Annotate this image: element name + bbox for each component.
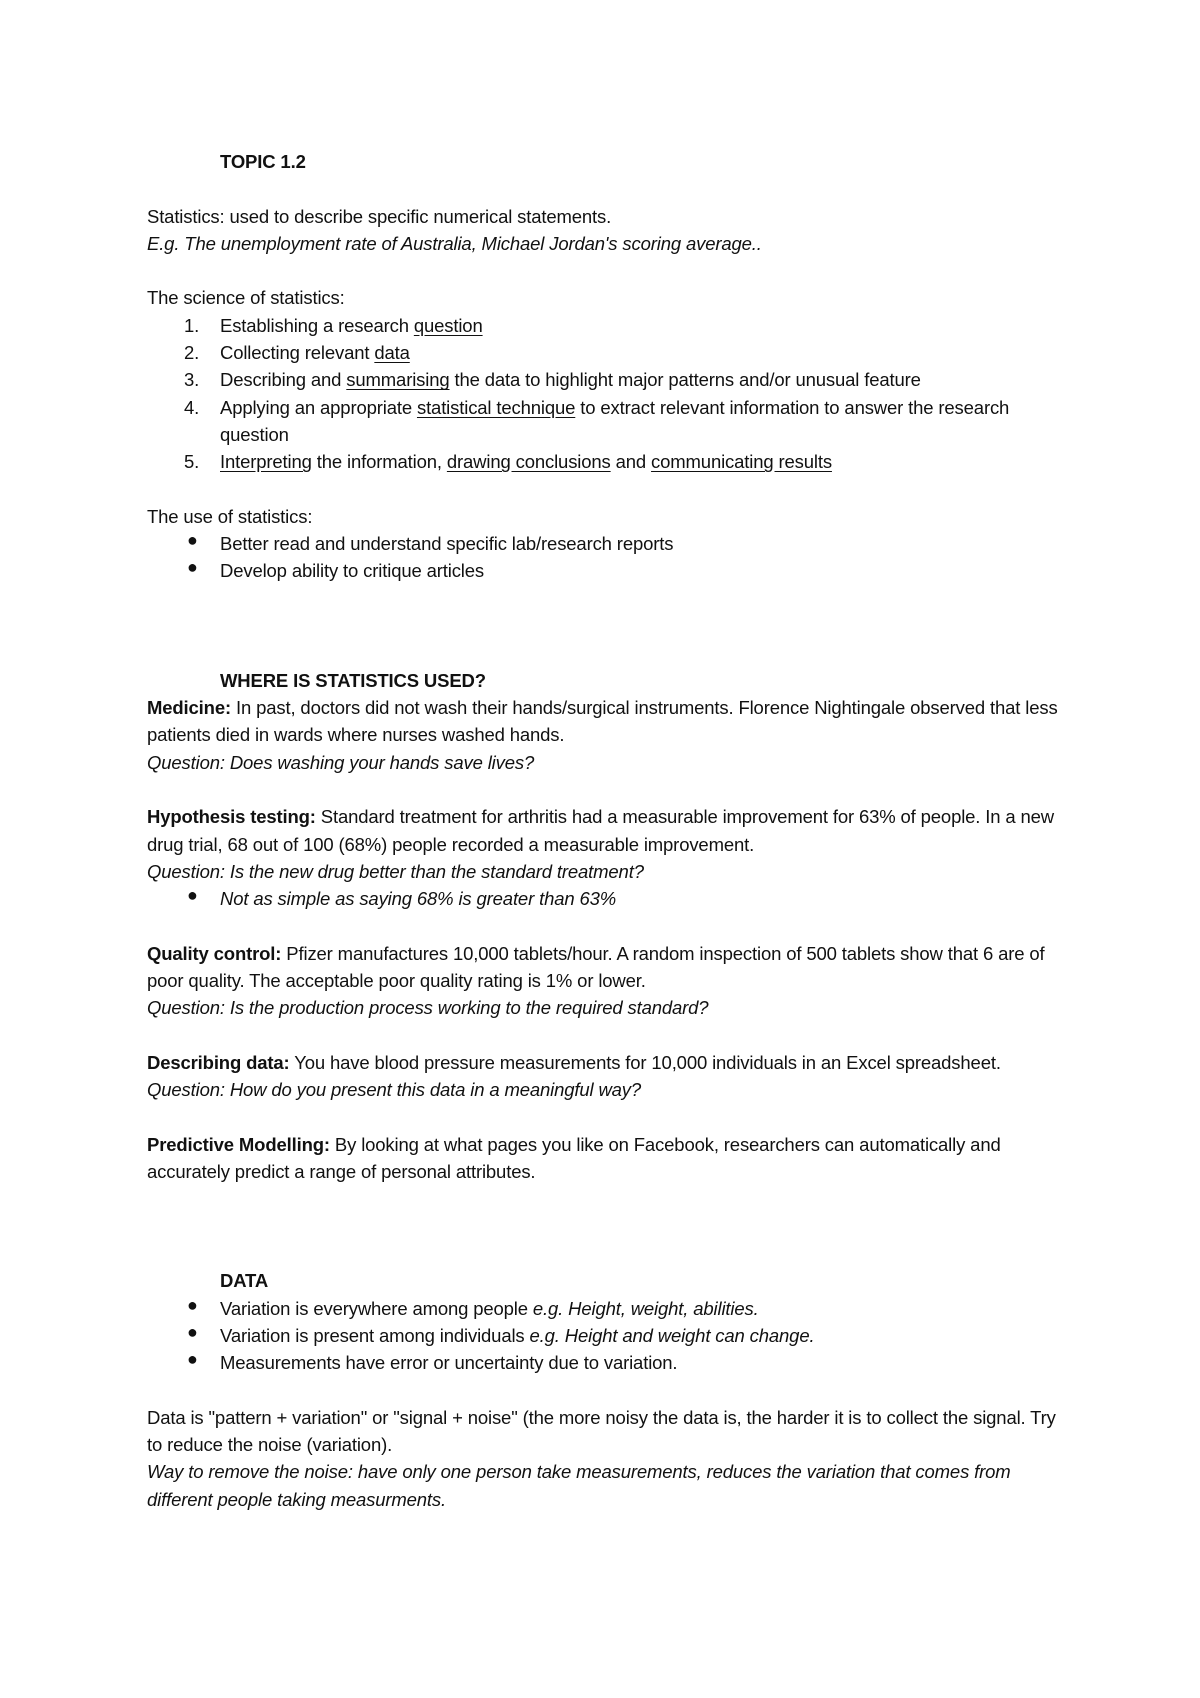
quality-question: Question: Is the production process working to the required standard?: [147, 997, 709, 1019]
hypothesis-paragraph: Hypothesis testing: Standard treatment for arthritis had a measurable improvement for 63% of people. In a new drug trial, 68 out of 100 (68%) people recorded a measurable improvement.: [147, 806, 1055, 855]
statistics-example: E.g. The unemployment rate of Australia, Michael Jordan's scoring average..: [147, 232, 762, 254]
list-number: 4.: [184, 396, 200, 418]
science-heading: The science of statistics:: [147, 287, 345, 309]
bullet-icon: ●: [187, 530, 198, 551]
hypothesis-list: [147, 885, 1067, 912]
science-item: 5. Interpreting the information, drawing conclusions and communicating results: [147, 448, 1067, 475]
science-item: 1. Establishing a research question: [147, 312, 1067, 339]
science-list: [147, 312, 1067, 476]
describing-question: Question: How do you present this data in a meaningful way?: [147, 1079, 642, 1101]
document-title: TOPIC 1.2: [220, 151, 306, 172]
list-number: 5.: [184, 451, 200, 473]
science-item: 2. Collecting relevant data: [147, 339, 1067, 366]
use-item: ● Better read and understand specific lab/research reports: [147, 530, 1067, 557]
list-number: 3.: [184, 369, 200, 391]
use-item: ● Develop ability to critique articles: [147, 557, 1067, 584]
bullet-icon: ●: [187, 885, 198, 906]
data-list: [147, 1295, 1067, 1377]
statistics-definition: Statistics: used to describe specific numerical statements.: [147, 205, 612, 227]
data-italic-note: Way to remove the noise: have only one person take measurements, reduces the variation that comes from different people taking measurments.: [147, 1461, 1011, 1510]
data-paragraph: Data is "pattern + variation" or "signal + noise" (the more noisy the data is, the harder it is to collect the signal. Try to reduce the noise (variation).: [147, 1406, 1056, 1456]
use-heading: The use of statistics:: [147, 505, 313, 527]
data-item: ● Variation is present among individuals e.g. Height and weight can change.: [147, 1322, 1067, 1349]
data-item: ● Measurements have error or uncertainty due to variation.: [147, 1349, 1067, 1376]
bullet-icon: ●: [187, 557, 198, 578]
data-heading: DATA: [220, 1270, 269, 1292]
where-heading: WHERE IS STATISTICS USED?: [220, 669, 486, 691]
science-item: 4. Applying an appropriate statistical technique to extract relevant information to answer the research question: [147, 394, 1067, 449]
hypothesis-question: Question: Is the new drug better than the standard treatment?: [147, 860, 644, 882]
medicine-question: Question: Does washing your hands save lives?: [147, 751, 535, 773]
describing-paragraph: Describing data: You have blood pressure measurements for 10,000 individuals in an Excel spreadsheet.: [147, 1051, 1001, 1073]
list-number: 1.: [184, 314, 200, 336]
bullet-icon: ●: [187, 1321, 198, 1342]
use-list: [147, 530, 1067, 585]
hypothesis-item: ● Not as simple as saying 68% is greater than 63%: [147, 885, 1067, 912]
bullet-icon: ●: [187, 1349, 198, 1370]
medicine-paragraph: Medicine: In past, doctors did not wash their hands/surgical instruments. Florence Nightingale observed that less patients died in wards where nurses washed hands.: [147, 697, 1058, 746]
quality-paragraph: Quality control: Pfizer manufactures 10,000 tablets/hour. A random inspection of 500 tablets show that 6 are of poor quality. The acceptable poor quality rating is 1% or lower.: [147, 942, 1045, 992]
data-item: ● Variation is everywhere among people e.g. Height, weight, abilities.: [147, 1295, 1067, 1322]
predictive-paragraph: Predictive Modelling: By looking at what pages you like on Facebook, researchers can automatically and accurately predict a range of personal attributes.: [147, 1133, 1001, 1183]
science-item: 3. Describing and summarising the data to highlight major patterns and/or unusual feature: [147, 366, 1067, 393]
bullet-icon: ●: [187, 1294, 198, 1315]
document-body: [147, 148, 1067, 1513]
list-number: 2.: [184, 342, 200, 364]
